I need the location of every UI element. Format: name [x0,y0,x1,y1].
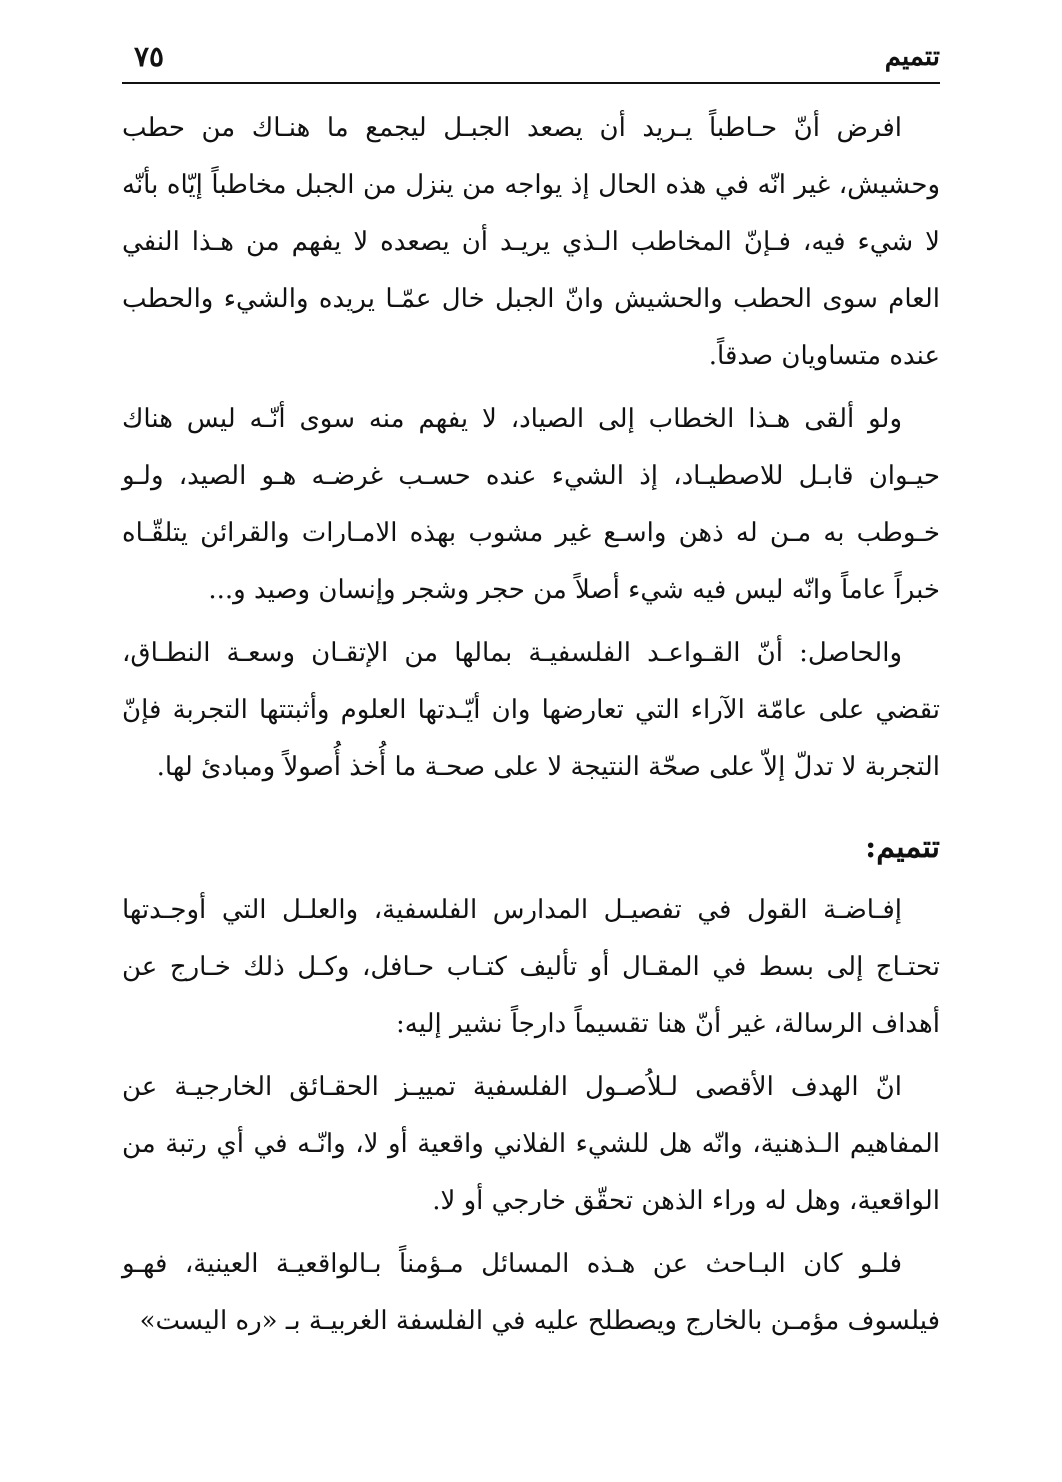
page-body [122,100,940,1350]
paragraph-hunter-example: ولو ألقى هـذا الخطاب إلى الصياد، لا يفهم منه سوى أنّـه ليس هناك حيـوان قابـل للاصطيـاد، إذ الشيء عنده حسـب غرضـه هـو الصيد، ولـو خـوطب به مـن له ذهن واسـع غير مشوب بهذه الامـارات والقرائن يتلقّـاه خبراً عاماً وانّه ليس فيه شيء أصلاً من حجر وشجر وإنسان وصيد و... [122,404,940,605]
paragraph-woodcutter-example: افرض أنّ حـاطباً يـريد أن يصعد الجبـل ليجمع ما هنـاك من حطب وحشيش، غير انّه في هذه الحال إذ يواجه من ينزل من الجبل مخاطباً إيّاه بأنّه لا شيء فيه، فـإنّ المخاطب الـذي يريـد أن يصعده لا يفهم من هـذا النفي العام سوى الحطب والحشيش وانّ الجبل خال عمّـا يريده والشيء والحطب عنده متساويان صدقاً. [122,113,940,371]
running-title: تتميم [884,42,940,72]
paragraph-schools-intro: إفـاضـة القول في تفصيـل المدارس الفلسفية، والعلـل التي أوجـدتها تحتـاج إلى بسط في المقـال أو تأليف كتـاب حـافل، وكـل ذلك خـارج عن أهداف الرسالة، غير أنّ هنا تقسيماً دارجاً نشير إليه: [122,895,940,1039]
section-heading: تتميم: [865,830,940,865]
paragraph-philosophy-goal: انّ الهدف الأقصى لـلاُصـول الفلسفية تمييـز الحقـائق الخارجيـة عن المفاهيم الـذهنية، وانّه هل للشيء الفلاني واقعية أو لا، وانّـه في أي رتبة من الواقعية، وهل له وراء الذهن تحقّق خارجي أو لا. [122,1072,940,1216]
running-header [122,32,940,84]
paragraph-conclusion: والحاصل: أنّ القـواعـد الفلسفيـة بمالها من الإتقـان وسعـة النطـاق، تقضي على عامّة الآراء التي تعارضها وان أيّـدتها العلوم وأثبتتها التجربة فإنّ التجربة لا تدلّ إلاّ على صحّة النتيجة لا على صحـة ما أُخذ أُصولاً ومبادئ لها. [122,638,940,782]
page-number: ٧٥ [134,40,165,73]
paragraph-realist-philosopher: فلـو كان البـاحث عن هـذه المسائل مـؤمناً بـالواقعيـة العينية، فهـو فيلسوف مؤمـن بالخارج ويصطلح عليه في الفلسفة الغربيـة بـ «ره اليست» [122,1249,940,1336]
